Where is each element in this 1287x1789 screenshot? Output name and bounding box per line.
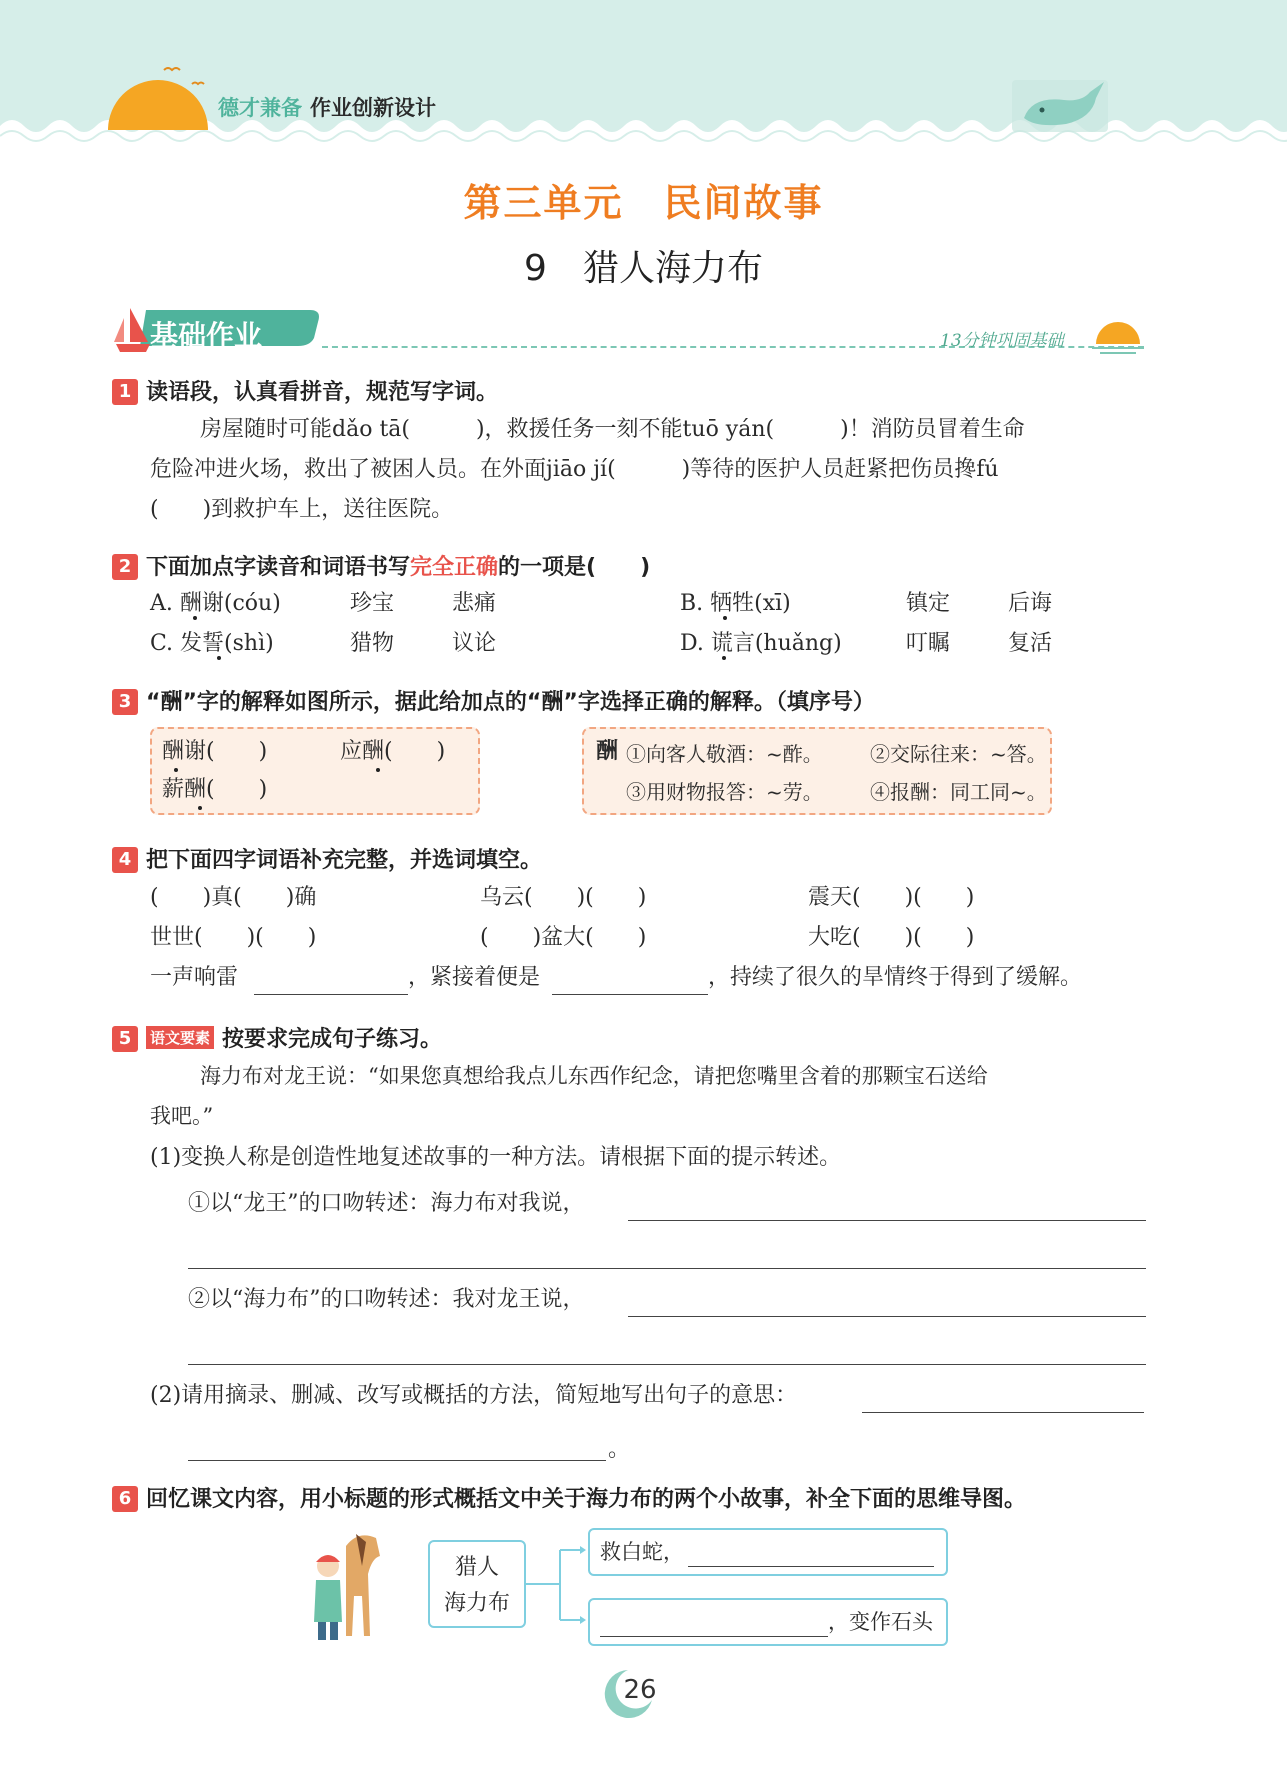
q4-idiom3: 震天( )( ) bbox=[808, 885, 975, 910]
mindmap-branch1-text: 救白蛇， bbox=[600, 1540, 684, 1564]
q3-dot1 bbox=[174, 768, 178, 772]
q3-dot2 bbox=[376, 768, 380, 772]
q4-fill-part2: ，紧接着便是 bbox=[408, 965, 541, 990]
mindmap-center-line2: 海力布 bbox=[443, 1591, 510, 1616]
q3-word1: 酬谢( ) bbox=[162, 739, 268, 764]
q4-idiom1: ( )真( )确 bbox=[150, 885, 317, 910]
brand-black: 作业创新设计 bbox=[310, 96, 436, 120]
q3-word3: 薪酬( ) bbox=[162, 777, 268, 802]
q2-dot-c bbox=[217, 656, 221, 660]
section-timer: 13分钟巩固基础 bbox=[940, 331, 1064, 351]
q4-fill-part1: 一声响雷 bbox=[150, 965, 239, 990]
q1-line1: 房屋随时可能dǎo tā( )，救援任务一刻不能tuō yán( )！消防员冒着生命 bbox=[200, 417, 1025, 442]
q5-answer2-line2[interactable] bbox=[188, 1364, 1146, 1365]
q2-option-d-word2: 复活 bbox=[1008, 631, 1053, 656]
q4-blank2[interactable] bbox=[552, 994, 708, 995]
q5-title-text: 按要求完成句子练习。 bbox=[222, 1027, 443, 1052]
page-number: 26 bbox=[623, 1675, 657, 1705]
q5-sub1: (1)变换人称是创造性地复述故事的一种方法。请根据下面的提示转述。 bbox=[150, 1145, 842, 1170]
q5-answer1-line1[interactable] bbox=[628, 1220, 1146, 1221]
q6-title-text: 回忆课文内容，用小标题的形式概括文中关于海力布的两个小故事，补全下面的思维导图。 bbox=[146, 1487, 1027, 1512]
q1-title-text: 读语段，认真看拼音，规范写字词。 bbox=[146, 380, 499, 405]
unit-title: 第三单元 民间故事 bbox=[463, 181, 824, 225]
q2-title-red: 完全正确 bbox=[410, 555, 499, 580]
q4-idiom4: 世世( )( ) bbox=[150, 925, 317, 950]
q2-number: 2 bbox=[112, 554, 138, 580]
q5-end-mark: 。 bbox=[608, 1437, 631, 1462]
q2-option-d: D. 谎言(huǎng) bbox=[680, 631, 842, 656]
q5-quote-line1: 海力布对龙王说：“如果您真想给我点儿东西作纪念，请把您嘴里含着的那颗宝石送给 bbox=[200, 1064, 988, 1088]
q4-title bbox=[112, 843, 542, 874]
section-label: 基础作业 bbox=[150, 319, 263, 352]
whale-icon bbox=[1012, 74, 1112, 134]
brand-title bbox=[218, 92, 436, 122]
q2-option-a-word2: 悲痛 bbox=[452, 591, 497, 616]
q2-dot-b bbox=[723, 616, 727, 620]
mindmap-branch2-text: ，变作石头 bbox=[828, 1610, 933, 1634]
q2-option-b: B. 牺牲(xī) bbox=[680, 591, 791, 616]
q1-line2: 危险冲进火场，救出了被困人员。在外面jiāo jí( )等待的医护人员赶紧把伤员搀fú bbox=[150, 457, 999, 482]
brand-green: 德才兼备 bbox=[218, 96, 302, 120]
q2-dot-a bbox=[193, 616, 197, 620]
q2-option-c: C. 发誓(shì) bbox=[150, 631, 274, 656]
q5-answer3-line2[interactable] bbox=[188, 1460, 606, 1461]
q1-title bbox=[112, 375, 498, 406]
q4-blank1[interactable] bbox=[254, 994, 408, 995]
q3-meaning1: ①向客人敬酒：~酢。 bbox=[626, 742, 823, 766]
q5-answer2-line1[interactable] bbox=[628, 1316, 1146, 1317]
mindmap-center-line1: 猎人 bbox=[454, 1555, 499, 1580]
q2-option-b-word1: 镇定 bbox=[906, 591, 951, 616]
lesson-title: 9 猎人海力布 bbox=[524, 248, 763, 289]
q5-tag: 语文要素 bbox=[146, 1026, 214, 1049]
q2-option-b-word2: 后诲 bbox=[1008, 591, 1053, 616]
q3-char: 酬 bbox=[596, 739, 619, 764]
q3-number: 3 bbox=[112, 689, 138, 715]
q5-answer1-line2[interactable] bbox=[188, 1268, 1146, 1269]
q3-meaning2: ②交际往来：~答。 bbox=[870, 742, 1047, 766]
q3-meaning3: ③用财物报答：~劳。 bbox=[626, 780, 823, 804]
q5-sub1b: ②以“海力布”的口吻转述：我对龙王说， bbox=[188, 1287, 585, 1312]
q2-option-c-word2: 议论 bbox=[452, 631, 497, 656]
q4-idiom2: 乌云( )( ) bbox=[480, 885, 647, 910]
q4-fill-part3: ，持续了很久的旱情终于得到了缓解。 bbox=[708, 965, 1083, 990]
hunter-horse-illustration bbox=[306, 1526, 390, 1646]
q4-idiom5: ( )盆大( ) bbox=[480, 925, 647, 950]
q5-answer3-line1[interactable] bbox=[862, 1412, 1144, 1413]
q6-title bbox=[112, 1482, 1026, 1513]
q3-word2: 应酬( ) bbox=[340, 739, 446, 764]
q2-option-d-word1: 叮瞩 bbox=[906, 631, 951, 656]
mindmap-connector bbox=[526, 1540, 588, 1640]
q3-title bbox=[112, 685, 875, 716]
mindmap-branch2-blank[interactable] bbox=[600, 1636, 828, 1637]
q2-option-a: A. 酬谢(cóu) bbox=[150, 591, 281, 616]
q5-number: 5 bbox=[112, 1026, 138, 1052]
q2-option-a-word1: 珍宝 bbox=[350, 591, 395, 616]
q2-option-c-word1: 猎物 bbox=[350, 631, 395, 656]
sun-icon bbox=[104, 60, 214, 132]
q2-title-post: 的一项是( ) bbox=[498, 555, 651, 580]
q3-dot3 bbox=[198, 806, 202, 810]
q2-title-pre: 下面加点字读音和词语书写 bbox=[146, 555, 411, 580]
q4-title-text: 把下面四字词语补充完整，并选词填空。 bbox=[146, 848, 543, 873]
q1-line3: ( )到救护车上，送往医院。 bbox=[150, 497, 454, 522]
small-sun-icon bbox=[1090, 316, 1146, 356]
q2-dot-d bbox=[722, 656, 726, 660]
q2-title bbox=[112, 550, 650, 581]
q3-title-text: “酬”字的解释如图所示，据此给加点的“酬”字选择正确的解释。（填序号） bbox=[146, 690, 875, 715]
q1-number: 1 bbox=[112, 379, 138, 405]
q4-idiom6: 大吃( )( ) bbox=[808, 925, 975, 950]
q5-quote-line2: 我吧。” bbox=[150, 1104, 214, 1128]
q6-number: 6 bbox=[112, 1486, 138, 1512]
q3-meaning4: ④报酬：同工同~。 bbox=[870, 780, 1047, 804]
q5-sub1a: ①以“龙王”的口吻转述：海力布对我说， bbox=[188, 1191, 585, 1216]
q5-title bbox=[112, 1022, 442, 1053]
mindmap-branch1-blank[interactable] bbox=[688, 1566, 934, 1567]
q5-sub2: (2)请用摘录、删减、改写或概括的方法，简短地写出句子的意思： bbox=[150, 1383, 798, 1408]
q4-number: 4 bbox=[112, 847, 138, 873]
